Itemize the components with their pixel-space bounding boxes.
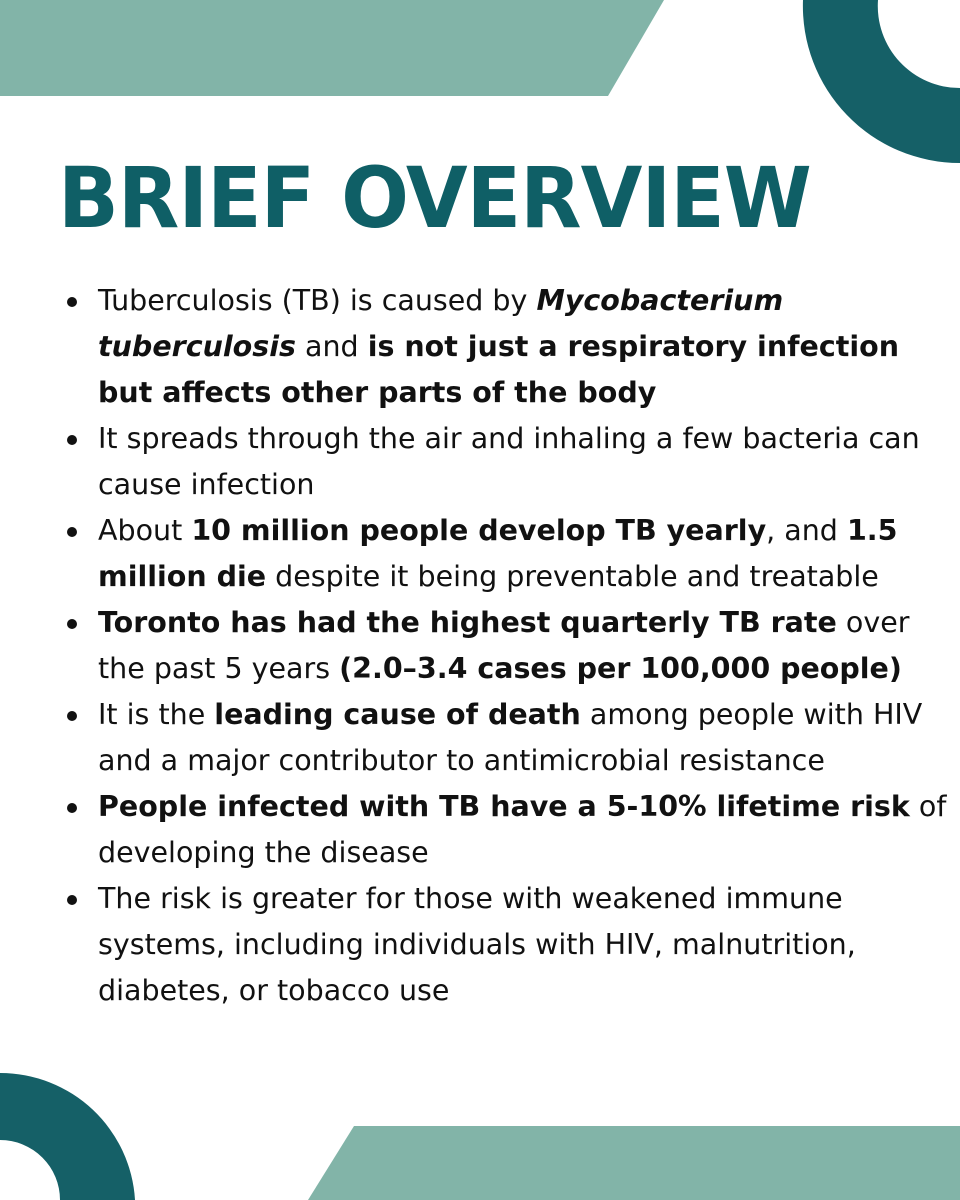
bullet-text-bold: is not just a respiratory infection but affects other parts of the body <box>98 330 899 409</box>
bullet-text: The risk is greater for those with weakened immune systems, including individuals with HIV, malnutrition, diabetes, or tobacco use <box>98 882 856 1007</box>
bullet-item <box>58 508 948 600</box>
bottom-banner-shape <box>308 1126 960 1200</box>
bullet-text: despite it being preventable and treatable <box>266 560 879 593</box>
bullet-text: over the past 5 years <box>98 606 910 685</box>
bottom-left-arc <box>0 1073 135 1200</box>
bullet-text-bold-italic: Mycobacterium tuberculosis <box>98 284 784 363</box>
bullet-text-bold: 1.5 million die <box>98 514 898 593</box>
bullet-text-bold: 10 million people develop TB yearly <box>191 514 767 547</box>
bullet-item <box>58 876 948 1014</box>
bullet-text: , and <box>766 514 847 547</box>
overview-bullet-list <box>58 278 948 1014</box>
bullet-text: It is the <box>98 698 215 731</box>
bullet-text: It spreads through the air and inhaling a few bacteria can cause infection <box>98 422 920 501</box>
page-title: BRIEF OVERVIEW <box>58 149 811 247</box>
bullet-text: Tuberculosis (TB) is caused by <box>98 284 537 317</box>
bullet-text: of developing the disease <box>98 790 947 869</box>
bullet-item <box>58 784 948 876</box>
bullet-text-bold: Toronto has had the highest quarterly TB rate <box>98 606 837 639</box>
bullet-text-bold: leading cause of death <box>214 698 581 731</box>
bullet-text-bold: (2.0–3.4 cases per 100,000 people) <box>339 652 902 685</box>
top-banner-shape <box>0 0 664 96</box>
bullet-text: About <box>98 514 192 547</box>
bullet-item <box>58 600 948 692</box>
top-right-arc <box>803 0 960 163</box>
bullet-text: among people with HIV and a major contributor to antimicrobial resistance <box>98 698 923 777</box>
bullet-item <box>58 416 948 508</box>
bullet-text-bold: People infected with TB have a 5-10% lifetime risk <box>98 790 910 823</box>
bullet-text: and <box>295 330 368 363</box>
bullet-item <box>58 278 948 416</box>
bullet-item <box>58 692 948 784</box>
